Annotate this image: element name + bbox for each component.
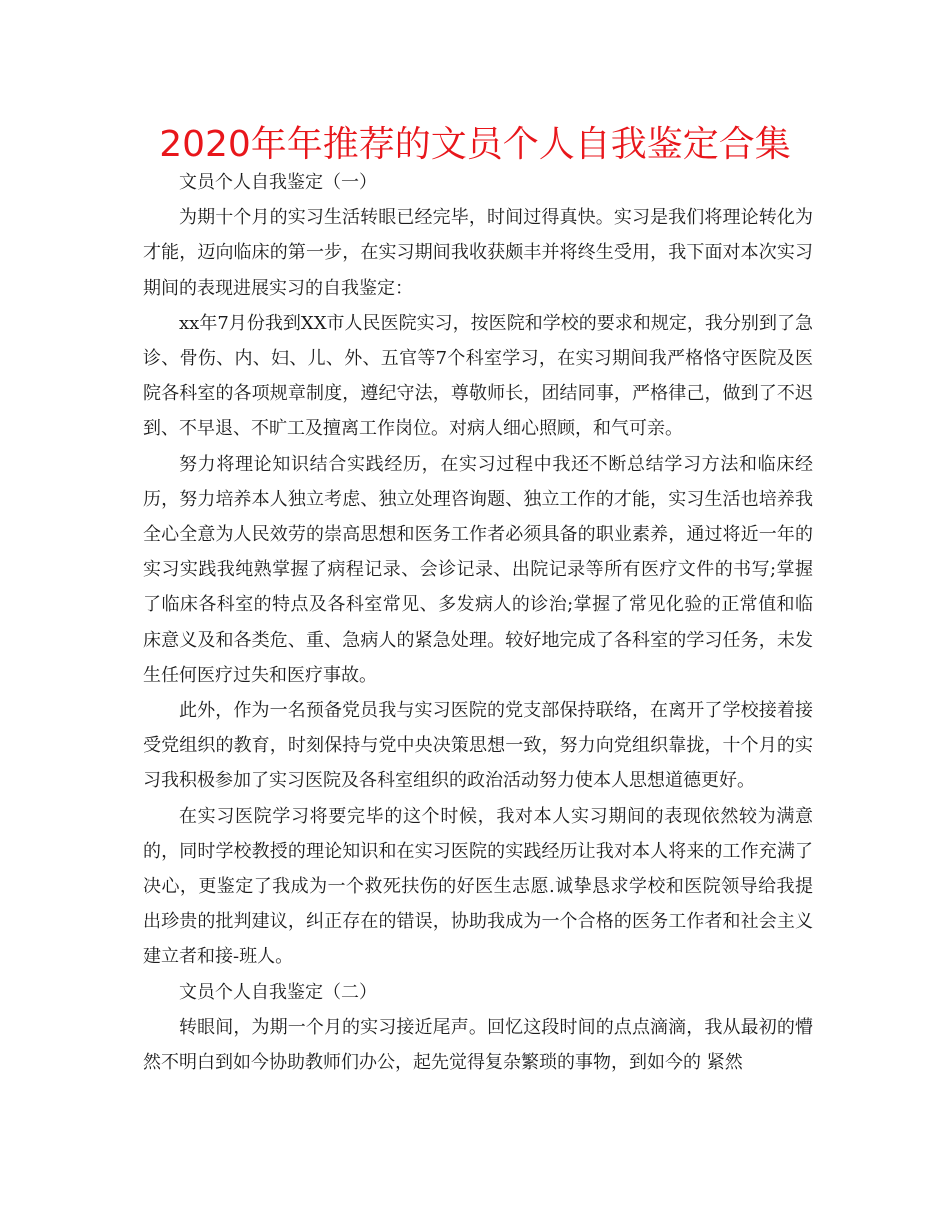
paragraph: 此外，作为一名预备党员我与实习医院的党支部保持联络，在离开了学校接着接受党组织的教育，时刻保持与党中央决策思想一致，努力向党组织靠拢，十个月的实习我积极参加了实习医院及各科室组织的政治活动努力使本人思想道德更好。: [143, 700, 813, 792]
paragraph: 为期十个月的实习生活转眼已经完毕，时间过得真快。实习是我们将理论转化为才能，迈向临床的第一步，在实习期间我收获颇丰并将终生受用，我下面对本次实习期间的表现进展实习的自我鉴定：: [143, 207, 813, 299]
paragraph: xx年7月份我到XX市人民医院实习，按医院和学校的要求和规定，我分别到了急诊、骨伤、内、妇、儿、外、五官等7个科室学习，在实习期间我严格恪守医院及医院各科室的各项规章制度，遵纪守法，尊敬师长，团结同事，严格律己，做到了不迟到、不早退、不旷工及擅离工作岗位。对病人细心照顾，和气可亲。: [143, 312, 813, 440]
paragraph: 转眼间，为期一个月的实习接近尾声。回忆这段时间的点点滴滴，我从最初的懵然不明白到如今协助教师们办公，起先觉得复杂繁琐的事物，到如今的 紧然: [143, 1016, 813, 1074]
section-heading-1: 文员个人自我鉴定（一）: [179, 172, 377, 193]
section-heading-2: 文员个人自我鉴定（二）: [179, 981, 377, 1003]
paragraph: 努力将理论知识结合实践经历，在实习过程中我还不断总结学习方法和临床经历，努力培养本人独立考虑、独立处理咨询题、独立工作的才能，实习生活也培养我全心全意为人民效劳的崇高思想和医务工作者必须具备的职业素养，通过将近一年的实习实践我纯熟掌握了病程记录、会诊记录、出院记录等所有医疗文件的书写;掌握了临床各科室的特点及各科室常见、多发病人的诊治;掌握了常见化验的正常值和临床意义及和各类危、重、急病人的紧急处理。较好地完成了各科室的学习任务，未发生任何医疗过失和医疗事故。: [143, 453, 813, 686]
paragraph: 在实习医院学习将要完毕的这个时候，我对本人实习期间的表现依然较为满意的，同时学校教授的理论知识和在实习医院的实践经历让我对本人将来的工作充满了决心，更鉴定了我成为一个救死扶伤的好医生志愿.诚挚恳求学校和医院领导给我提出珍贵的批判建议，纠正存在的错误，协助我成为一个合格的医务工作者和社会主义建立者和接-班人。: [143, 805, 813, 968]
document-title: 2020年年推荐的文员个人自我鉴定合集: [159, 124, 791, 165]
document-body: [143, 165, 813, 1080]
